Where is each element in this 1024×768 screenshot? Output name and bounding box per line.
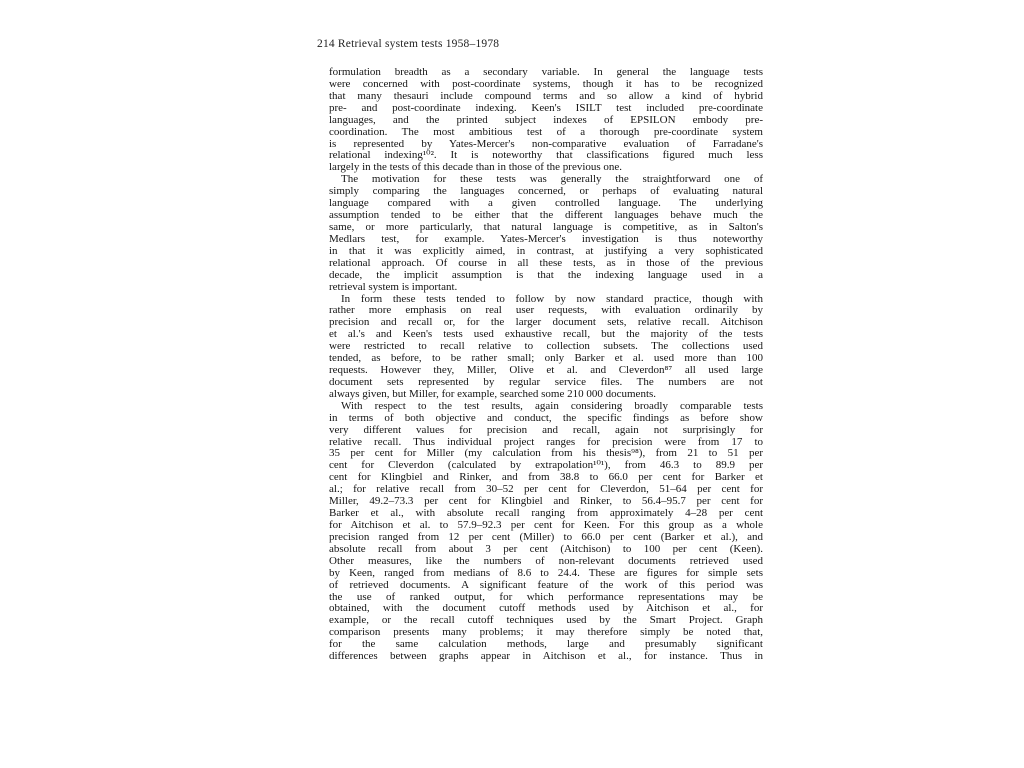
text-line: Barker et al., with absolute recall ranging from approximately 4–28 per cent — [329, 507, 763, 519]
text-line: coordination. The most ambitious test of a thorough pre-coordinate system — [329, 125, 763, 138]
text-line: cent for Cleverdon (calculated by extrapolation¹⁰¹), from 46.3 to 89.9 per — [329, 459, 763, 472]
text-line: differences between graphs appear in Aitchison et al., for instance. Thus in — [329, 650, 763, 663]
text-line: cent for Klingbiel and Rinker, and from 38.8 to 66.0 per cent for Barker et — [329, 471, 763, 484]
text-line: relational approach. Of course in all these tests, as in those of the previous — [329, 256, 763, 269]
text-line: relational indexing¹⁰². It is noteworthy that classifications figured much less — [329, 149, 763, 162]
text-line: the use of ranked output, for which performance representations may be — [329, 590, 763, 603]
text-line: pre- and post-coordinate indexing. Keen's ISILT test included pre-coordinate — [329, 101, 763, 114]
text-line: were restricted to recall relative to collection subsets. The collections used — [329, 340, 763, 353]
text-line: that many thesauri include compound terms and so allow a kind of hybrid — [329, 89, 763, 102]
text-line: always given, but Miller, for example, searched some 210 000 documents. — [329, 387, 657, 400]
text-line: document sets represented by regular service files. The numbers are not — [329, 375, 763, 388]
text-line: absolute recall from about 3 per cent (Aitchison) to 100 per cent (Keen). — [329, 542, 763, 555]
text-line: in terms of both objective and conduct, the specific findings as before show — [329, 411, 763, 424]
text-line: retrieval system is important. — [329, 280, 458, 293]
text-line: Miller, 49.2–73.3 per cent for Klingbiel and Rinker, to 56.4–95.7 per cent for — [329, 495, 763, 508]
text-line: obtained, with the document cutoff methods used by Aitchison et al., for — [329, 602, 763, 615]
text-line: With respect to the test results, again considering broadly comparable tests — [341, 399, 763, 412]
text-line: were concerned with post-coordinate systems, though it has to be recognized — [329, 77, 763, 90]
text-line: very different values for precision and recall, again not surprisingly for — [329, 423, 763, 436]
text-line: al.; for relative recall from 30–52 per cent for Cleverdon, 51–64 per cent for — [329, 483, 763, 496]
text-line: largely in the tests of this decade than in those of the previous one. — [329, 161, 623, 174]
text-line: In form these tests tended to follow by now standard practice, though with — [341, 292, 763, 305]
text-line: language compared with a given controlled language. The underlying — [329, 197, 763, 210]
text-line: same, or more particularly, that natural language is competitive, as in Salton's — [329, 221, 763, 233]
text-line: simply comparing the languages concerned, or perhaps of evaluating natural — [329, 185, 763, 198]
text-line: precision and recall or, for the larger document sets, relative recall. Aitchison — [329, 316, 763, 329]
text-line: rather more emphasis on real user requests, with evaluation ordinarily by — [329, 304, 763, 317]
text-line: Medlars test, for example. Yates-Mercer's investigation is thus noteworthy — [329, 232, 763, 245]
text-line: for Aitchison et al. to 57.9–92.3 per cent for Keen. For this group as a whole — [329, 519, 763, 531]
text-line: relative recall. Thus individual project ranges for precision were from 17 to — [329, 435, 763, 448]
text-line: tended, as before, to be rather small; only Barker et al. used more than 100 — [329, 352, 763, 365]
text-line: comparison presents many problems; it may therefore simply be noted that, — [329, 626, 763, 639]
text-line: is represented by Yates-Mercer's non-comparative evaluation of Farradane's — [329, 137, 763, 150]
text-line: example, or the recall cutoff techniques used by the Smart Project. Graph — [329, 614, 763, 627]
running-header: 214 Retrieval system tests 1958–1978 — [317, 38, 500, 50]
text-line: precision ranged from 12 per cent (Miller) to 66.0 per cent (Barker et al.), and — [329, 530, 763, 543]
text-line: for the same calculation methods, large and presumably significant — [329, 638, 763, 651]
text-line: requests. However they, Miller, Olive et al. and Cleverdon⁸⁷ all used large — [329, 364, 763, 376]
text-line: assumption tended to be either that the different languages behave much the — [329, 209, 763, 221]
text-line: of retrieved documents. A significant feature of the work of this period was — [329, 578, 763, 591]
text-line: formulation breadth as a secondary variable. In general the language tests — [329, 66, 763, 78]
text-line: languages, and the printed subject indexes of EPSILON embody pre- — [329, 113, 763, 126]
text-line: decade, the implicit assumption is that the indexing language used in a — [329, 268, 763, 281]
text-line: 35 per cent for Miller (my calculation from his thesis⁹⁸), from 21 to 51 per — [329, 447, 763, 460]
text-line: Other measures, like the numbers of non-relevant documents retrieved used — [329, 554, 763, 567]
text-line: et al.'s and Keen's tests used exhaustive recall, but the majority of the tests — [329, 328, 763, 341]
text-line: The motivation for these tests was generally the straightforward one of — [341, 173, 763, 186]
text-line: by Keen, ranged from medians of 8.6 to 24.4. These are figures for simple sets — [329, 566, 763, 579]
text-line: in that it was explicitly aimed, in contrast, at justifying a very sophisticated — [329, 244, 763, 257]
